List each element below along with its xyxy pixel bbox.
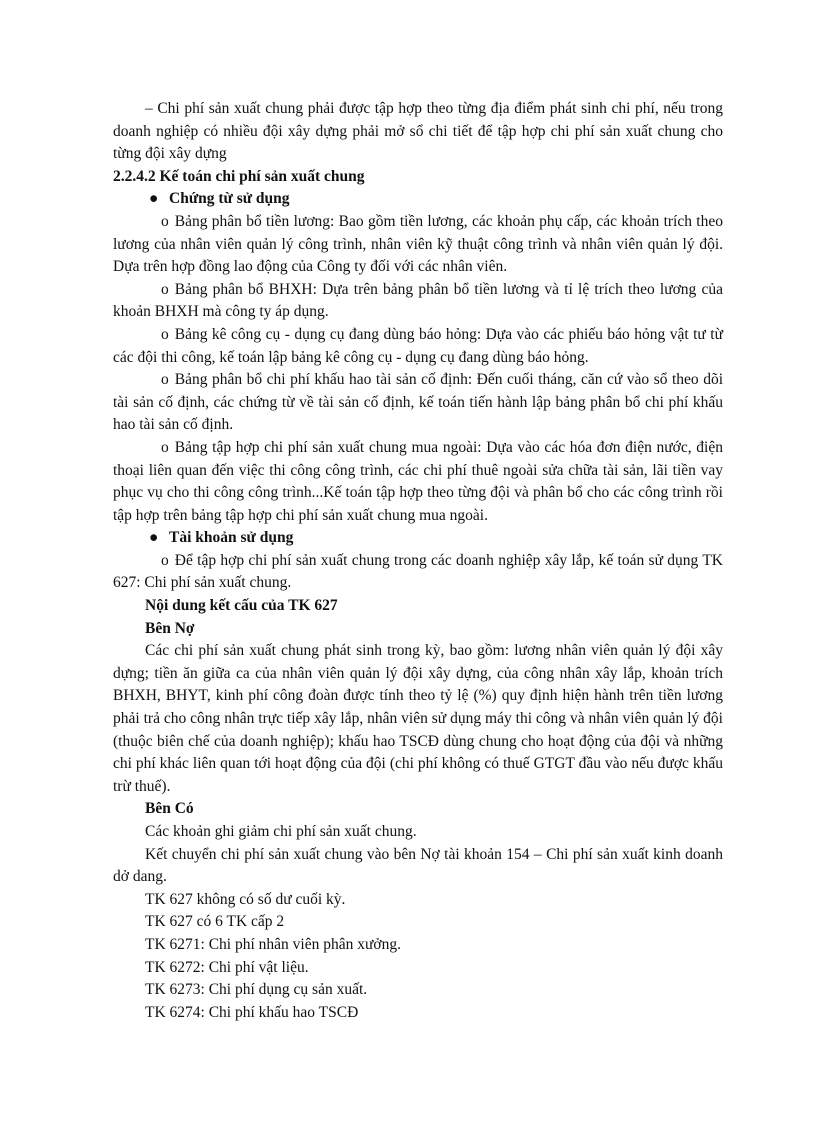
sub-bullet-icon: o (161, 280, 169, 298)
tk-line: TK 627 không có số dư cuối kỳ. (145, 890, 346, 908)
doc-item (113, 324, 723, 369)
bullet-docs (113, 188, 723, 211)
doc-item-text: Bảng phân bổ chi phí khấu hao tài sản cố định: Đến cuối tháng, căn cứ vào sổ theo dõi tài sản cố định, các chứng từ về tài sản cố định, kế toán tiến hành lập bảng phân bổ chi phí khấu hao tài sản cố định. (113, 371, 723, 434)
intro-paragraph: – Chi phí sản xuất chung phải được tập hợp theo từng địa điểm phát sinh chi phí, nếu trong doanh nghiệp có nhiều đội xây dựng phải mở sổ chi tiết để tập hợp chi phí sản xuất chung cho từng đội xây dựng (113, 100, 723, 163)
bullet-icon: ● (149, 190, 159, 208)
doc-item-text: Bảng tập hợp chi phí sản xuất chung mua ngoài: Dựa vào các hóa đơn điện nước, điện thoại liên quan đến việc thi công công trình, các chi phí thuê ngoài sửa chữa tài sản, lãi tiền vay phục vụ cho thi công công trình...Kế toán tập hợp theo từng đội và phân bổ cho các công trình rồi tập hợp trên bảng tập hợp chi phí sản xuất chung mua ngoài. (113, 438, 723, 524)
account-item (113, 550, 723, 595)
tk-line: TK 6273: Chi phí dụng cụ sản xuất. (145, 981, 368, 999)
account-item-text: Để tập hợp chi phí sản xuất chung trong các doanh nghiệp xây lắp, kế toán sử dụng TK 627: Chi phí sản xuất chung. (113, 551, 723, 592)
debit-heading: Bên Nợ (145, 619, 195, 637)
tk-line: TK 6272: Chi phí vật liệu. (145, 958, 309, 976)
structure-heading: Nội dung kết cấu của TK 627 (145, 597, 338, 615)
debit-paragraph: Các chi phí sản xuất chung phát sinh trong kỳ, bao gồm: lương nhân viên quản lý đội xây dựng; tiền ăn giữa ca của nhân viên quản lý đội xây dựng, của công nhân xây lắp, khoản trích BHXH, BHYT, kinh phí công đoàn được tính theo tỷ lệ (%) quy định hiện hành trên tiền lương phải trả cho công nhân trực tiếp xây lắp, nhân viên sử dụng máy thi công và nhân viên quản lý đội (thuộc biên chế của doanh nghiệp); khấu hao TSCĐ dùng chung cho hoạt động của đội và những chi phí khác liên quan tới hoạt động của đội (chi phí không có thuế GTGT đầu vào nếu được khấu trừ thuế). (113, 642, 723, 795)
bullet-accounts-label: Tài khoản sử dụng (169, 529, 294, 547)
bullet-icon: ● (149, 529, 159, 547)
credit-item: Các khoản ghi giảm chi phí sản xuất chung. (145, 823, 417, 840)
doc-item-text: Bảng phân bổ tiền lương: Bao gồm tiền lương, các khoản phụ cấp, các khoản trích theo lương của nhân viên quản lý công trình, nhân viên kỹ thuật công trình và nhân viên quản lý đội. Dựa trên hợp đồng lao động của Công ty đối với các nhân viên. (113, 212, 723, 276)
doc-item (113, 369, 723, 437)
sub-bullet-icon: o (161, 212, 169, 230)
sub-bullet-icon: o (161, 371, 169, 389)
document-page (113, 98, 723, 1024)
doc-item (113, 279, 723, 324)
credit-item: Kết chuyển chi phí sản xuất chung vào bên Nợ tài khoản 154 – Chi phí sản xuất kinh doanh dở dang. (113, 845, 723, 886)
section-heading: 2.2.4.2 Kế toán chi phí sản xuất chung (113, 167, 365, 185)
bullet-docs-label: Chứng từ sử dụng (169, 190, 290, 208)
doc-item (113, 437, 723, 527)
tk-line: TK 6271: Chi phí nhân viên phân xưởng. (145, 935, 401, 953)
doc-item-text: Bảng kê công cụ - dụng cụ đang dùng báo hỏng: Dựa vào các phiếu báo hỏng vật tư từ các đội thi công, kế toán lập bảng kê công cụ - dụng cụ đang dùng báo hỏng. (113, 325, 723, 366)
sub-bullet-icon: o (161, 551, 169, 569)
tk-line: TK 6274: Chi phí khấu hao TSCĐ (145, 1003, 359, 1021)
sub-bullet-icon: o (161, 325, 169, 343)
tk-line: TK 627 có 6 TK cấp 2 (145, 913, 285, 931)
doc-item (113, 211, 723, 279)
credit-heading: Bên Có (145, 800, 194, 818)
bullet-accounts (113, 527, 723, 550)
sub-bullet-icon: o (161, 438, 169, 456)
doc-item-text: Bảng phân bổ BHXH: Dựa trên bảng phân bổ tiền lương và tỉ lệ trích theo lương của khoản BHXH mà công ty áp dụng. (113, 280, 723, 321)
